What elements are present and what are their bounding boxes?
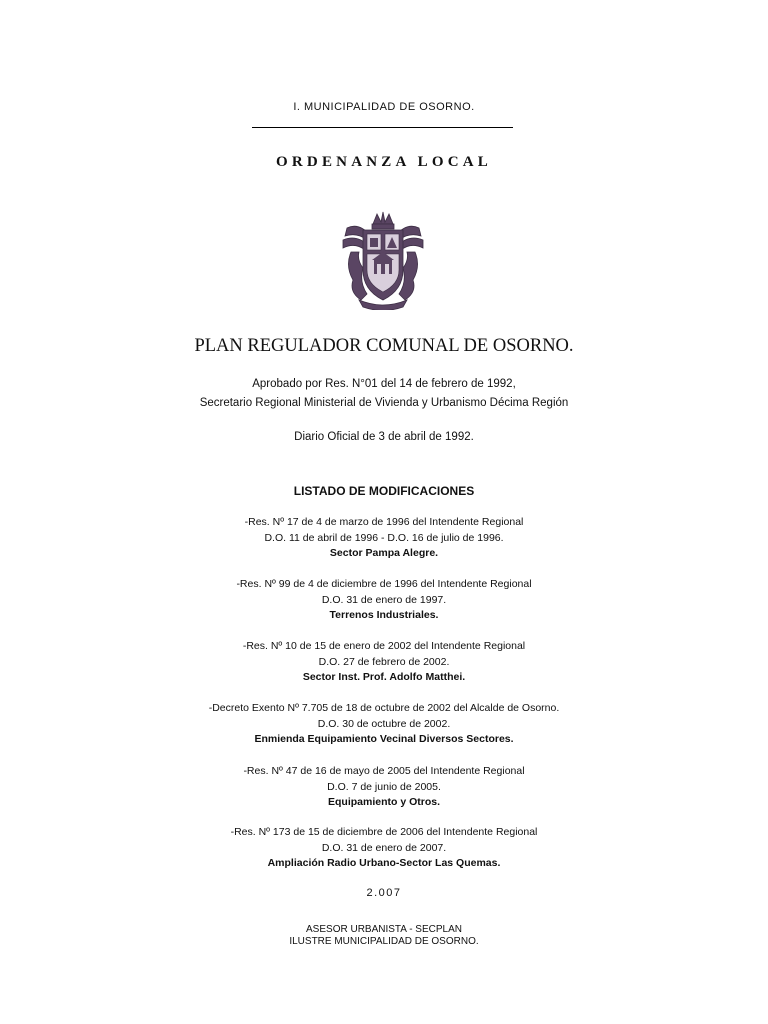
modification-resolution: -Res. Nº 99 de 4 de diciembre de 1996 del Intendente Regional	[236, 578, 532, 590]
document-year: 2.007	[366, 887, 402, 899]
modification-item	[0, 825, 768, 872]
plan-title: PLAN REGULADOR COMUNAL DE OSORNO.	[194, 336, 574, 356]
modification-item	[0, 639, 768, 686]
header-divider	[252, 127, 513, 128]
modification-publication: D.O. 27 de febrero de 2002.	[318, 655, 450, 668]
modification-sector: Enmienda Equipamiento Vecinal Diversos Sectores.	[254, 733, 514, 745]
modification-publication: D.O. 7 de junio de 2005.	[327, 780, 441, 793]
modification-item	[0, 764, 768, 811]
modification-resolution: -Decreto Exento Nº 7.705 de 18 de octubre de 2002 del Alcalde de Osorno.	[208, 702, 560, 714]
advisor-line: ASESOR URBANISTA - SECPLAN	[306, 924, 462, 935]
advisor-block	[0, 924, 768, 947]
advisor-line: ILUSTRE MUNICIPALIDAD DE OSORNO.	[289, 935, 479, 947]
modifications-heading: LISTADO DE MODIFICACIONES	[293, 484, 475, 498]
modification-item	[0, 577, 768, 624]
modification-item	[0, 515, 768, 562]
modification-publication: D.O. 30 de octubre de 2002.	[317, 717, 451, 730]
coat-of-arms-icon	[341, 210, 425, 310]
ordinance-title: ORDENANZA LOCAL	[276, 154, 492, 170]
modification-sector: Ampliación Radio Urbano-Sector Las Quemas.	[267, 857, 501, 869]
modification-publication: D.O. 11 de abril de 1996 - D.O. 16 de julio de 1996.	[264, 531, 504, 544]
approval-line: Aprobado por Res. N°01 del 14 de febrero de 1992,	[252, 378, 516, 390]
modification-resolution: -Res. Nº 17 de 4 de marzo de 1996 del Intendente Regional	[244, 516, 524, 528]
modification-sector: Sector Inst. Prof. Adolfo Matthei.	[302, 671, 466, 683]
modification-resolution: -Res. Nº 173 de 15 de diciembre de 2006 del Intendente Regional	[230, 826, 538, 838]
municipality-name: I. MUNICIPALIDAD DE OSORNO.	[293, 101, 475, 113]
diario-oficial-line: Diario Oficial de 3 de abril de 1992.	[294, 431, 474, 443]
modification-resolution: -Res. Nº 47 de 16 de mayo de 2005 del Intendente Regional	[243, 765, 525, 777]
approval-block	[0, 375, 768, 413]
modification-publication: D.O. 31 de enero de 2007.	[321, 841, 447, 854]
modification-sector: Sector Pampa Alegre.	[329, 547, 439, 559]
modification-publication: D.O. 31 de enero de 1997.	[321, 593, 447, 606]
modification-sector: Terrenos Industriales.	[329, 609, 439, 621]
approval-line: Secretario Regional Ministerial de Vivienda y Urbanismo Décima Región	[199, 397, 569, 409]
modification-sector: Equipamiento y Otros.	[327, 796, 440, 808]
modification-item	[0, 701, 768, 748]
modification-resolution: -Res. Nº 10 de 15 de enero de 2002 del Intendente Regional	[242, 640, 526, 652]
